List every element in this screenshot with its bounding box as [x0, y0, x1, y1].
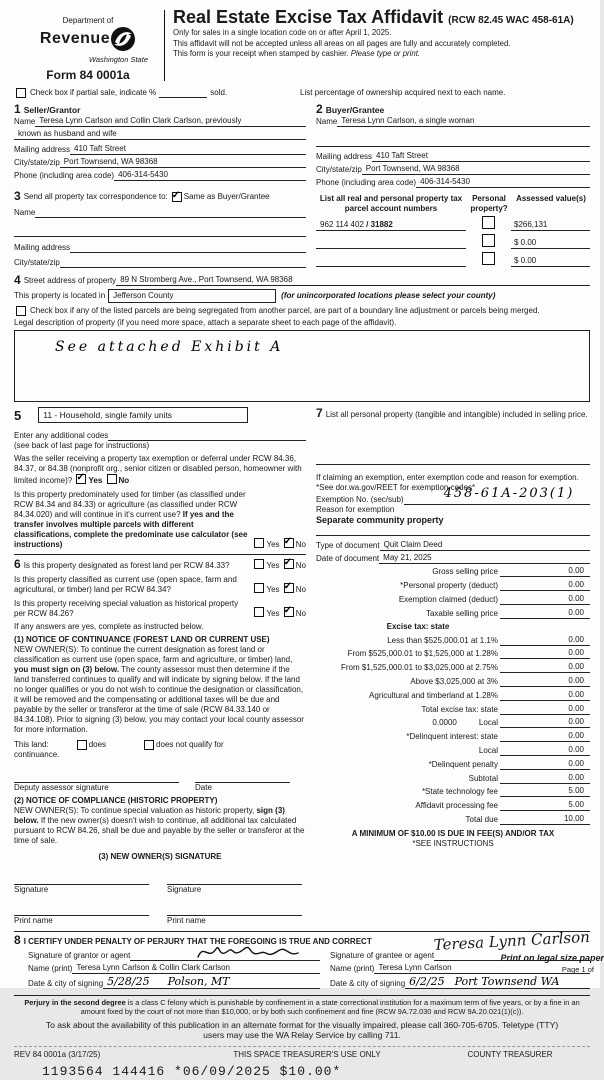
- grantee-datecity-label: Date & city of signing: [330, 979, 406, 988]
- title-block: [173, 8, 574, 83]
- finance-label-6: From $1,525,000.01 to $3,025,000 at 2.75%: [340, 663, 498, 673]
- seller-phone-field[interactable]: [114, 170, 306, 181]
- finance-field-10: [500, 717, 590, 728]
- parcel-lot-value: / 31882: [366, 219, 393, 229]
- finance-value-1: 0.00: [568, 580, 584, 590]
- deputy-assessor-signature-label: Deputy assessor signature: [14, 783, 109, 792]
- land-use-code-value: 11 - Household, single family units: [43, 409, 173, 420]
- agency-block: [14, 8, 162, 83]
- buyer-mailing-value: 410 Taft Street: [376, 151, 428, 161]
- historical-no-checkbox[interactable]: [284, 607, 294, 617]
- ownership-note: List percentage of ownership acquired next to each name.: [300, 88, 506, 98]
- left-column: [14, 407, 306, 926]
- owner-signature-label-1: Signature: [14, 885, 49, 894]
- buyer-column: [316, 103, 590, 268]
- parcel-row: [316, 216, 590, 231]
- buyer-mailing-label: Mailing address: [316, 152, 373, 162]
- grantee-signature-value: Teresa Lynn Carlson: [433, 927, 590, 954]
- notice2-bold: sign (3) below.: [14, 806, 285, 825]
- timber-question: [14, 490, 306, 550]
- finance-label-12: Local: [478, 745, 498, 755]
- type-of-document-value: Quit Claim Deed: [383, 539, 443, 549]
- minimum-due-note: A MINIMUM OF $10.00 IS DUE IN FEE(S) AND/OR TAX: [351, 828, 555, 838]
- finance-label-11: *Delinquent interest: state: [406, 732, 498, 742]
- finance-label-15: *State technology fee: [421, 787, 498, 797]
- parcel-row: [316, 234, 590, 249]
- correspondence-name-field-2[interactable]: [14, 226, 306, 237]
- same-as-buyer-checkbox[interactable]: [172, 192, 182, 202]
- finance-field-7: [500, 676, 590, 687]
- legal-description-box[interactable]: [14, 330, 590, 402]
- finance-field-4: [500, 635, 590, 646]
- finance-label-0: Gross selling price: [432, 567, 498, 577]
- current-use-no-label: No: [295, 585, 306, 594]
- assessed-value-3: $ 0.00: [514, 255, 537, 265]
- exemption-no-field[interactable]: [404, 486, 590, 505]
- finance-field-6: [500, 662, 590, 673]
- finance-field-0: [500, 566, 590, 577]
- finance-label-4: Less than $525,000.01 at 1.1%: [387, 635, 498, 645]
- instruction-line-1: Only for sales in a single location code on or after April 1, 2025.: [173, 27, 392, 37]
- section1-number: 1: [14, 102, 21, 117]
- grantor-name-value: Teresa Lynn Carlson & Collin Clark Carlson: [76, 963, 230, 972]
- does-label: does: [88, 740, 107, 749]
- assessed-value-field-2[interactable]: [511, 237, 590, 249]
- segregated-label: Check box if any of the listed parcels are being segregated from another parcel, are part of a boundary line adjustment or parcels being merged.: [30, 306, 540, 316]
- finance-label-9: Total excise tax: state: [421, 704, 498, 714]
- section2-number: 2: [316, 102, 323, 117]
- local-rate-value: 0.0000: [432, 718, 457, 728]
- exemption-question: [14, 454, 306, 486]
- personal-property-col-header: Personal property?: [470, 194, 508, 213]
- current-use-yes-checkbox[interactable]: [254, 583, 264, 593]
- reason-for-exemption-label: Reason for exemption: [316, 505, 395, 515]
- assessed-value-col-header: Assessed value(s): [516, 194, 586, 204]
- owner-print-label-2: Print name: [167, 916, 206, 925]
- section2-heading: Buyer/Grantee: [325, 105, 385, 116]
- parcel-col-header: List all real and personal property tax parcel account numbers: [319, 194, 463, 213]
- finance-field-15: [500, 786, 590, 797]
- historical-no-label: No: [295, 609, 306, 618]
- deputy-date-label: Date: [195, 783, 212, 792]
- finance-field-2: [500, 594, 590, 605]
- exemption-code-note: If claiming an exemption, enter exemption code and reason for exemption. *See dor.wa.gov/REET for exemption codes*: [316, 473, 579, 493]
- grantee-name-print-label: Name (print): [330, 964, 375, 973]
- page-number: Page 1 of: [561, 964, 594, 974]
- timber-question-bold: If yes and the transfer involves multiple parcels with different classifications, complete the predominate use calculator (see instructions): [14, 510, 248, 549]
- grantee-datecity-field[interactable]: [405, 977, 590, 989]
- parcel-row: [316, 252, 590, 267]
- grantee-name-value: Teresa Lynn Carlson: [378, 963, 452, 972]
- exemption-yes-checkbox[interactable]: [76, 474, 86, 484]
- land-use-code-select[interactable]: [38, 407, 248, 423]
- seller-name-label: Name: [14, 117, 36, 127]
- notice1-post: The county assessor must then determine if the land transferred continues to qualify and will indicate by signing below. If the land no longer qualifies or you do not wish to continue the designation or classification, it will be removed and the compensating or additional taxes will be due and payable by the seller or transferor at the time of sale (RCW 84.33.140 or 84.34.108). Prior to signing (3) below, you may contact your local county assessor for more information.: [14, 665, 304, 734]
- finance-field-16: [500, 800, 590, 811]
- grantee-date-value: 6/2/25: [409, 975, 445, 988]
- grantee-city-value: Port Townsend WA: [454, 975, 560, 988]
- partial-sale-checkbox[interactable]: [16, 88, 26, 98]
- notice2-title: (2) NOTICE OF COMPLIANCE (HISTORIC PROPERTY): [14, 796, 218, 805]
- finance-label-3: Taxable selling price: [425, 608, 498, 618]
- partial-sale-label: Check box if partial sale, indicate %: [30, 88, 157, 98]
- buyer-name-field-2[interactable]: [316, 136, 590, 147]
- finance-value-7: 0.00: [568, 676, 584, 685]
- timber-yes-checkbox[interactable]: [254, 538, 264, 548]
- historical-question: [14, 599, 306, 619]
- finance-label-7: Above $3,025,000 at 3%: [410, 677, 498, 686]
- exemption-no-checkbox[interactable]: [107, 474, 117, 484]
- treasurer-stamp: 1193564 144416 *06/09/2025 $10.00*: [42, 1063, 342, 1079]
- buyer-city-field[interactable]: [362, 164, 590, 175]
- current-use-yes-label: Yes: [266, 585, 280, 594]
- finance-field-12: [500, 745, 590, 756]
- parcel-number-value: 962 114 402: [320, 219, 364, 229]
- buyer-phone-label: Phone (including area code): [316, 178, 417, 188]
- correspondence-heading-row: [14, 190, 306, 202]
- page-title: Real Estate Excise Tax Affidavit: [173, 7, 444, 27]
- deputy-assessor-signature-field[interactable]: [14, 772, 179, 783]
- county-treasurer-label: COUNTY TREASURER: [467, 1049, 553, 1059]
- dept-name: Revenue: [39, 29, 111, 47]
- seller-mailing-value: 410 Taft Street: [74, 144, 126, 154]
- legal-description-label: Legal description of property (if you need more space, attach a separate sheet to each page of the affidavit).: [14, 318, 397, 328]
- answers-note: If any answers are yes, complete as instructed below.: [14, 622, 204, 631]
- exemption-yes-label: Yes: [88, 476, 103, 485]
- date-of-document-field[interactable]: [379, 553, 590, 564]
- seller-mailing-label: Mailing address: [14, 145, 71, 155]
- footer-row: [14, 1046, 590, 1060]
- buyer-phone-field[interactable]: [416, 177, 590, 188]
- date-of-document-label: Date of document: [316, 553, 380, 563]
- personal-property-list-field[interactable]: [316, 454, 590, 465]
- excise-tax-state-header: Excise tax: state: [386, 621, 450, 631]
- finance-field-14: [500, 773, 590, 784]
- grantor-date-value: 5/28/25: [107, 975, 150, 988]
- located-in-label: This property is located in: [14, 291, 106, 301]
- rev-number: REV 84 0001a (3/17/25): [14, 1049, 101, 1059]
- parcel-number-field-3[interactable]: [316, 255, 466, 267]
- notice2-body: [14, 806, 306, 846]
- seller-phone-label: Phone (including area code): [14, 171, 115, 181]
- forest-no-label: No: [295, 561, 306, 570]
- seller-column: [14, 103, 306, 268]
- assessed-value-2: $ 0.00: [514, 237, 537, 247]
- owner-signature-label-2: Signature: [167, 885, 202, 894]
- buyer-name-label: Name: [316, 117, 338, 127]
- type-of-document-field[interactable]: [380, 540, 590, 551]
- grantor-signature-field[interactable]: [130, 950, 320, 961]
- exemption-no-label: Exemption No. (sec/sub): [316, 495, 404, 505]
- finance-label-10: Local: [478, 718, 498, 728]
- print-note: Print on legal size paper: [500, 953, 604, 964]
- partial-sale-sold-label: sold.: [210, 88, 228, 98]
- parcel-table: [316, 194, 590, 266]
- date-of-document-value: May 21, 2025: [383, 552, 432, 562]
- seller-phone-value: 406-314-5430: [118, 170, 168, 180]
- print-footnote: [500, 953, 604, 974]
- section8-heading: I CERTIFY UNDER PENALTY OF PERJURY THAT THE FOREGOING IS TRUE AND CORRECT: [23, 937, 372, 946]
- seller-mailing-field[interactable]: [70, 144, 306, 155]
- county-value: Jefferson County: [113, 291, 174, 301]
- correspondence-city-field[interactable]: [60, 257, 306, 268]
- personal-property-checkbox-1[interactable]: [482, 216, 495, 229]
- finance-value-10: 0.00: [568, 717, 584, 727]
- notice1-body: [14, 645, 306, 735]
- notice2-pre: NEW OWNER(S): To continue special valuation as historic property,: [14, 806, 255, 815]
- correspondence-city-label: City/state/zip: [14, 258, 60, 268]
- finance-value-2: 0.00: [568, 594, 584, 604]
- grantor-name-print-label: Name (print): [28, 964, 73, 973]
- current-use-question-text: Is this property classified as current use (open space, farm and agricultural, or timber) land per RCW 84.34?: [14, 575, 237, 594]
- see-back-note: (see back of last page for instructions): [14, 441, 150, 450]
- accessibility-note: To ask about the availability of this publication in an alternate format for the visually impaired, please call 360-705-6705. Teletype (TTY) users may use the WA Relay Service by calling 711.: [45, 1019, 559, 1041]
- buyer-name-field[interactable]: [337, 116, 590, 127]
- seller-name-value: Teresa Lynn Carlson and Collin Clark Carlson, previously: [39, 116, 242, 126]
- finance-label-2: Exemption claimed (deduct): [398, 595, 498, 605]
- revenue-logo-icon: [110, 26, 136, 55]
- current-use-no-checkbox[interactable]: [284, 583, 294, 593]
- finance-label-8: Agricultural and timberland at 1.28%: [369, 690, 498, 700]
- finance-value-14: 0.00: [568, 772, 584, 782]
- correspondence-name-label: Name: [14, 208, 36, 218]
- section7-number: 7: [316, 406, 323, 421]
- seller-city-label: City/state/zip: [14, 158, 60, 168]
- county-note: (for unincorporated locations please select your county): [281, 291, 496, 301]
- finance-field-5: [500, 648, 590, 659]
- section7-heading: List all personal property (tangible and intangible) included in selling price.: [325, 410, 588, 420]
- historical-question-text: Is this property receiving special valuation as historical property per RCW 84.26?: [14, 599, 239, 618]
- correspondence-mailing-field[interactable]: [70, 242, 306, 253]
- section4: [14, 274, 590, 402]
- forest-land-question: [14, 558, 306, 571]
- finance-value-3: 0.00: [568, 607, 584, 617]
- exemption-question-text: Was the seller receiving a property tax exemption or deferral under RCW 84.36, 84.37, or 84.38 (nonprofit org., senior citizen or disabled person, homeowner with limited income)?: [14, 454, 302, 485]
- additional-codes-field[interactable]: [108, 430, 306, 441]
- notice1-title: (1) NOTICE OF CONTINUANCE (FOREST LAND OR CURRENT USE): [14, 635, 270, 644]
- finance-value-8: 0.00: [568, 689, 584, 699]
- finance-value-12: 0.00: [568, 744, 584, 754]
- perjury-statement: [14, 995, 590, 1017]
- street-address-value: 89 N Stromberg Ave., Port Townsend, WA 98368: [120, 275, 293, 285]
- finance-field-1: [500, 580, 590, 591]
- correspondence-mailing-label: Mailing address: [14, 243, 71, 253]
- finance-value-15: 5.00: [568, 786, 584, 796]
- buyer-mailing-field[interactable]: [372, 151, 590, 162]
- section6-number: 6: [14, 557, 21, 571]
- finance-value-11: 0.00: [568, 731, 584, 741]
- legal-description-value: See attached Exhibit A: [55, 339, 284, 356]
- section3-heading: Send all property tax correspondence to:: [23, 192, 168, 202]
- buyer-city-value: Port Townsend, WA 98368: [365, 164, 460, 174]
- section8-number: 8: [14, 933, 21, 947]
- current-use-question: [14, 575, 306, 595]
- partial-sale-percent-field[interactable]: [159, 87, 207, 98]
- street-address-field[interactable]: [116, 275, 590, 286]
- seller-name-value-2: known as husband and wife: [18, 129, 117, 139]
- new-owner-signature-title: (3) NEW OWNER(S) SIGNATURE: [98, 852, 222, 861]
- seller-name-field-2[interactable]: [14, 129, 306, 140]
- form-header: [14, 8, 590, 83]
- assessed-value-field-3[interactable]: [511, 255, 590, 267]
- assessed-value-1: $266,131: [514, 219, 548, 229]
- dept-sub: Washington State: [88, 55, 148, 64]
- notice1-pre: NEW OWNER(S): To continue the current designation as forest land or classification as current use (open space, farm and agriculture, or timber) land,: [14, 645, 293, 664]
- finance-field-11: [500, 731, 590, 742]
- form-number: Form 84 0001a: [46, 68, 130, 83]
- grantee-signature-label: Signature of grantee or agent: [330, 951, 435, 960]
- timber-no-label: No: [295, 540, 306, 549]
- personal-property-checkbox-2[interactable]: [482, 234, 495, 247]
- finance-value-0: 0.00: [568, 566, 584, 576]
- dept-prefix: Department of: [62, 16, 114, 25]
- treasurer-space-label: THIS SPACE TREASURER'S USE ONLY: [233, 1049, 381, 1059]
- finance-field-8: [500, 690, 590, 701]
- seller-city-value: Port Townsend, WA 98368: [63, 157, 158, 167]
- finance-label-14: Subtotal: [468, 773, 498, 783]
- owner-signature-field-1[interactable]: [14, 874, 149, 885]
- historical-yes-checkbox[interactable]: [254, 607, 264, 617]
- historical-yes-label: Yes: [266, 609, 280, 618]
- notice1-bold: you must sign on (3) below.: [14, 665, 120, 674]
- street-address-label: Street address of property: [23, 276, 117, 286]
- county-select[interactable]: [108, 289, 276, 303]
- see-instructions-note: *SEE INSTRUCTIONS: [412, 838, 494, 848]
- finance-value-9: 0.00: [568, 703, 584, 713]
- section1-heading: Seller/Grantor: [23, 105, 81, 116]
- finance-value-16: 5.00: [568, 800, 584, 810]
- finance-value-5: 0.00: [568, 648, 584, 658]
- finance-field-17: [500, 814, 590, 825]
- does-not-label: does not qualify for: [156, 740, 224, 749]
- assessed-value-field-1[interactable]: [511, 219, 590, 231]
- finance-value-6: 0.00: [568, 662, 584, 672]
- perjury-bold: Perjury in the second degree: [24, 998, 126, 1007]
- grantor-signature-label: Signature of grantor or agent: [28, 951, 131, 960]
- additional-codes-label: Enter any additional codes: [14, 431, 109, 440]
- parcel-number-field[interactable]: [316, 219, 466, 231]
- finance-label-1: *Personal property (deduct): [400, 581, 498, 591]
- right-column: [316, 407, 590, 926]
- buyer-city-label: City/state/zip: [316, 165, 362, 175]
- does-checkbox[interactable]: [77, 740, 87, 750]
- timber-no-checkbox[interactable]: [284, 538, 294, 548]
- forest-yes-label: Yes: [266, 561, 280, 570]
- finance-field-9: [500, 704, 590, 715]
- buyer-phone-value: 406-314-5430: [420, 177, 470, 187]
- instruction-line-3: This form is your receipt when stamped by cashier.: [173, 49, 349, 59]
- finance-field-13: [500, 759, 590, 770]
- grantor-city-value: Polson, MT: [167, 975, 230, 988]
- finance-value-13: 0.00: [568, 758, 584, 768]
- grantor-datecity-field[interactable]: [103, 977, 320, 989]
- exemption-no-label: No: [118, 476, 130, 485]
- does-not-checkbox[interactable]: [144, 740, 154, 750]
- seller-city-field[interactable]: [60, 157, 306, 168]
- this-land-label: This land:: [14, 740, 49, 749]
- personal-property-checkbox-3[interactable]: [482, 252, 495, 265]
- timber-question-text: Is this property predominately used for timber (as classified under RCW 84.34 and 84.33) or agriculture (as classified under RCW 84.34.020) and will continue in it's current use?: [14, 490, 246, 519]
- owner-signature-field-2[interactable]: [167, 874, 302, 885]
- grantor-datecity-label: Date & city of signing: [28, 979, 104, 988]
- deputy-date-field[interactable]: [195, 772, 290, 783]
- grantor-signature-scrawl: [194, 941, 314, 966]
- owner-print-field-1[interactable]: [14, 905, 149, 916]
- reason-for-exemption-value: Separate community property: [316, 515, 444, 526]
- partial-sale-row: [14, 87, 590, 98]
- forest-land-question-text: Is this property designated as forest land per RCW 84.33?: [23, 561, 230, 570]
- type-of-document-label: Type of document: [316, 540, 380, 550]
- instruction-line-2: This affidavit will not be accepted unless all areas on all pages are fully and accurately completed.: [173, 38, 511, 48]
- timber-yes-label: Yes: [266, 540, 280, 549]
- forest-no-checkbox[interactable]: [284, 559, 294, 569]
- buyer-name-value: Teresa Lynn Carlson, a single woman: [341, 116, 475, 126]
- section5-number: 5: [14, 407, 22, 423]
- finance-value-17: 10.00: [563, 813, 584, 823]
- finance-label-17: Total due: [465, 814, 498, 824]
- section4-number: 4: [14, 273, 21, 288]
- title-rcw: (RCW 82.45 WAC 458-61A): [448, 15, 574, 26]
- type-or-print-note: Please type or print.: [350, 49, 421, 59]
- segregated-checkbox[interactable]: [16, 306, 26, 316]
- correspondence-name-field[interactable]: [35, 207, 306, 218]
- seller-name-field[interactable]: [35, 116, 306, 127]
- finance-label-5: From $525,000.01 to $1,525,000 at 1.28%: [347, 649, 498, 659]
- owner-print-label-1: Print name: [14, 916, 53, 925]
- notice2-post: If the new owner(s) doesn't wish to continue, all additional tax calculated pursuant to RCW 84.26, shall be due and payable by the seller or transferor at the time of sale.: [14, 816, 305, 845]
- same-as-buyer-label: Same as Buyer/Grantee: [183, 192, 270, 202]
- perjury-text: is a class C felony which is punishable by confinement in a state correctional institution for a maximum term of five years, or by a fine in an amount fixed by the court of not more than $10,000, or by both such confinement and fine (RCW 9A.72.030 and RCW 9A.20.021(1)(c)).: [80, 998, 580, 1017]
- header-divider: [164, 10, 165, 81]
- forest-yes-checkbox[interactable]: [254, 559, 264, 569]
- parcel-number-field-2[interactable]: [316, 237, 466, 249]
- section3-number: 3: [14, 189, 21, 204]
- finance-label-13: *Delinquent penalty: [428, 759, 498, 769]
- finance-value-4: 0.00: [568, 634, 584, 644]
- exemption-no-value: 458-61A-203(1): [443, 486, 575, 502]
- finance-field-3: [500, 608, 590, 619]
- continuance-label: continuance.: [14, 750, 60, 759]
- finance-label-16: Affidavit processing fee: [415, 801, 498, 811]
- land-qualify-row: [14, 740, 306, 750]
- owner-print-field-2[interactable]: [167, 905, 302, 916]
